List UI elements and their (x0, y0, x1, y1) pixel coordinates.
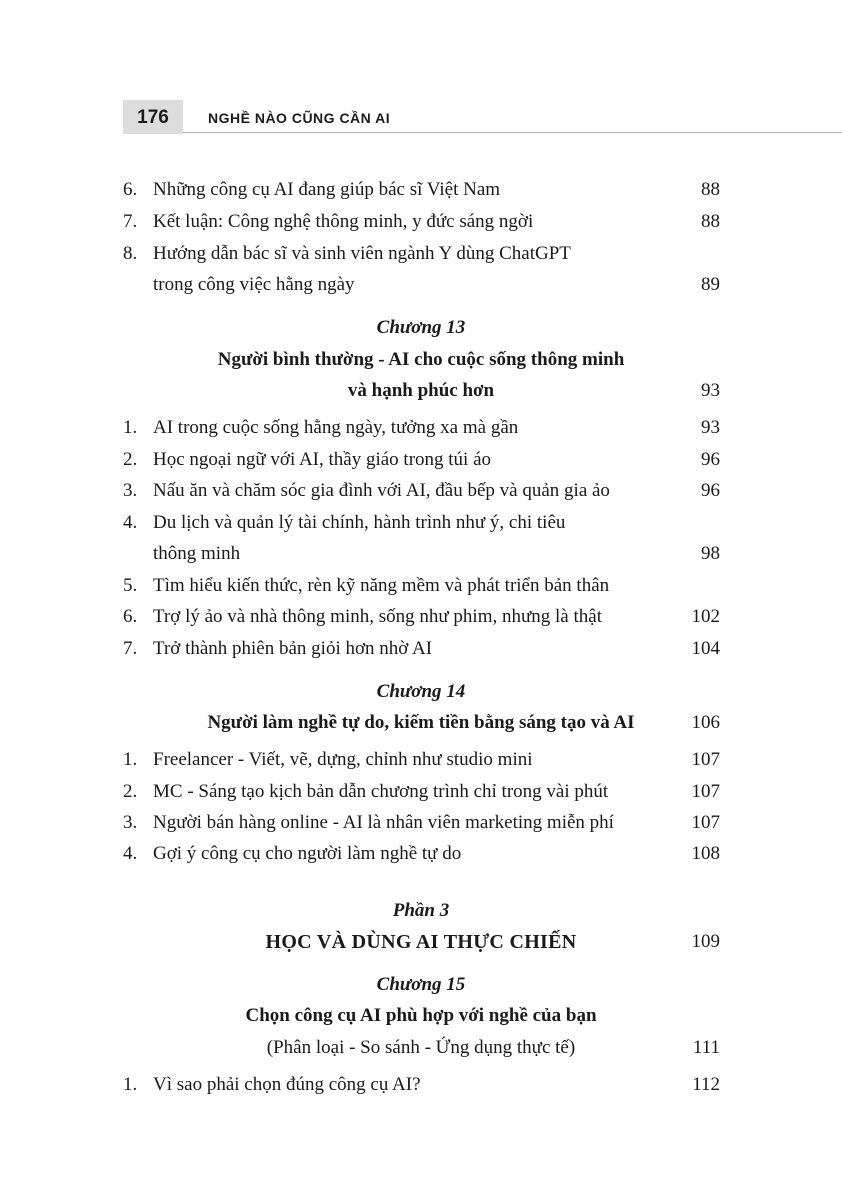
entry-page: 112 (692, 1074, 720, 1095)
entry-title: Trở thành phiên bản giỏi hơn nhờ AI (153, 638, 433, 659)
part-page: 109 (691, 931, 720, 952)
toc-entry[interactable] (0, 603, 842, 631)
toc-entry[interactable] (0, 746, 842, 774)
part-title[interactable] (0, 928, 842, 956)
entry-title: Những công cụ AI đang giúp bác sĩ Việt Nam (153, 179, 501, 200)
chapter-page: 93 (701, 380, 720, 401)
toc-entry-continued[interactable] (0, 271, 842, 299)
toc-entry[interactable] (0, 477, 842, 505)
toc-entry[interactable] (0, 446, 842, 474)
entry-number: 1. (123, 417, 138, 438)
entry-title: Nấu ăn và chăm sóc gia đình với AI, đầu bếp và quản gia ảo (153, 480, 610, 501)
chapter-label: Chương 13 (376, 317, 466, 338)
toc-entry[interactable] (0, 240, 842, 268)
toc-entry[interactable] (0, 572, 842, 600)
entry-page: 102 (691, 606, 720, 627)
entry-number: 7. (123, 211, 138, 232)
entry-title-continued: trong công việc hằng ngày (153, 274, 355, 295)
entry-title: Freelancer - Viết, vẽ, dựng, chỉnh như studio mini (153, 749, 533, 770)
part-title-text: HỌC VÀ DÙNG AI THỰC CHIẾN (265, 931, 577, 953)
entry-page: 89 (701, 274, 720, 295)
book-title: NGHỀ NÀO CŨNG CẦN AI (208, 110, 391, 126)
entry-page: 107 (691, 749, 720, 770)
entry-page: 96 (701, 480, 720, 501)
entry-page: 107 (691, 781, 720, 802)
entry-title: MC - Sáng tạo kịch bản dẫn chương trình chỉ trong vài phút (153, 781, 609, 802)
toc-entry[interactable] (0, 176, 842, 204)
toc-entry[interactable] (0, 778, 842, 806)
entry-title: Trợ lý ảo và nhà thông minh, sống như phim, nhưng là thật (153, 606, 602, 627)
entry-title: Du lịch và quản lý tài chính, hành trình như ý, chi tiêu (153, 512, 566, 533)
entry-title: Vì sao phải chọn đúng công cụ AI? (153, 1074, 421, 1095)
entry-page: 88 (701, 179, 720, 200)
entry-title: Gợi ý công cụ cho người làm nghề tự do (153, 843, 462, 864)
chapter-page: 106 (691, 712, 720, 733)
entry-title: Học ngoại ngữ với AI, thầy giáo trong túi áo (153, 449, 492, 470)
chapter-page: 111 (692, 1037, 720, 1058)
entry-page: 108 (691, 843, 720, 864)
running-header (123, 100, 842, 136)
toc-entry[interactable] (0, 414, 842, 442)
chapter-label: Chương 14 (376, 681, 466, 702)
entry-page: 98 (701, 543, 720, 564)
entry-number: 3. (123, 480, 138, 501)
chapter-title[interactable] (0, 377, 842, 405)
entry-number: 4. (123, 843, 138, 864)
entry-number: 2. (123, 781, 138, 802)
toc-entry[interactable] (0, 635, 842, 663)
entry-number: 2. (123, 449, 138, 470)
entry-number: 5. (123, 575, 138, 596)
chapter-title[interactable] (0, 346, 842, 374)
entry-title: AI trong cuộc sống hằng ngày, tưởng xa mà gần (153, 417, 519, 438)
toc-entry[interactable] (0, 509, 842, 537)
entry-number: 8. (123, 243, 138, 264)
chapter-subtitle[interactable] (0, 1034, 842, 1062)
chapter-title-text: Chọn công cụ AI phù hợp với nghề của bạn (245, 1005, 597, 1026)
entry-number: 4. (123, 512, 138, 533)
chapter-subtitle-text: (Phân loại - So sánh - Ứng dụng thực tế) (266, 1037, 576, 1058)
chapter-title[interactable] (0, 1002, 842, 1030)
entry-title: Người bán hàng online - AI là nhân viên marketing miễn phí (153, 812, 614, 833)
entry-title: Hướng dẫn bác sĩ và sinh viên ngành Y dùng ChatGPT (153, 243, 571, 264)
entry-title: Kết luận: Công nghệ thông minh, y đức sáng ngời (153, 211, 534, 232)
chapter-title-line2: và hạnh phúc hơn (347, 380, 495, 401)
entry-page: 104 (691, 638, 720, 659)
toc-entry[interactable] (0, 1071, 842, 1099)
chapter-title[interactable] (0, 709, 842, 737)
chapter-title-line1: Người bình thường - AI cho cuộc sống thông minh (217, 349, 625, 370)
entry-page: 88 (701, 211, 720, 232)
entry-title-continued: thông minh (153, 543, 241, 564)
entry-title: Tìm hiểu kiến thức, rèn kỹ năng mềm và phát triển bản thân (153, 575, 610, 596)
chapter-title-text: Người làm nghề tự do, kiếm tiền bằng sáng tạo và AI (207, 712, 635, 733)
toc-entry-continued[interactable] (0, 540, 842, 568)
entry-page: 93 (701, 417, 720, 438)
entry-number: 6. (123, 606, 138, 627)
toc-entry[interactable] (0, 208, 842, 236)
header-rule (183, 132, 842, 133)
toc-entry[interactable] (0, 840, 842, 868)
entry-number: 1. (123, 1074, 138, 1095)
entry-number: 1. (123, 749, 138, 770)
entry-page: 107 (691, 812, 720, 833)
part-label: Phần 3 (392, 900, 450, 921)
entry-number: 6. (123, 179, 138, 200)
entry-page: 96 (701, 449, 720, 470)
toc-entry[interactable] (0, 809, 842, 837)
chapter-label: Chương 15 (376, 974, 466, 995)
entry-number: 3. (123, 812, 138, 833)
page-number: 176 (123, 100, 183, 134)
entry-number: 7. (123, 638, 138, 659)
